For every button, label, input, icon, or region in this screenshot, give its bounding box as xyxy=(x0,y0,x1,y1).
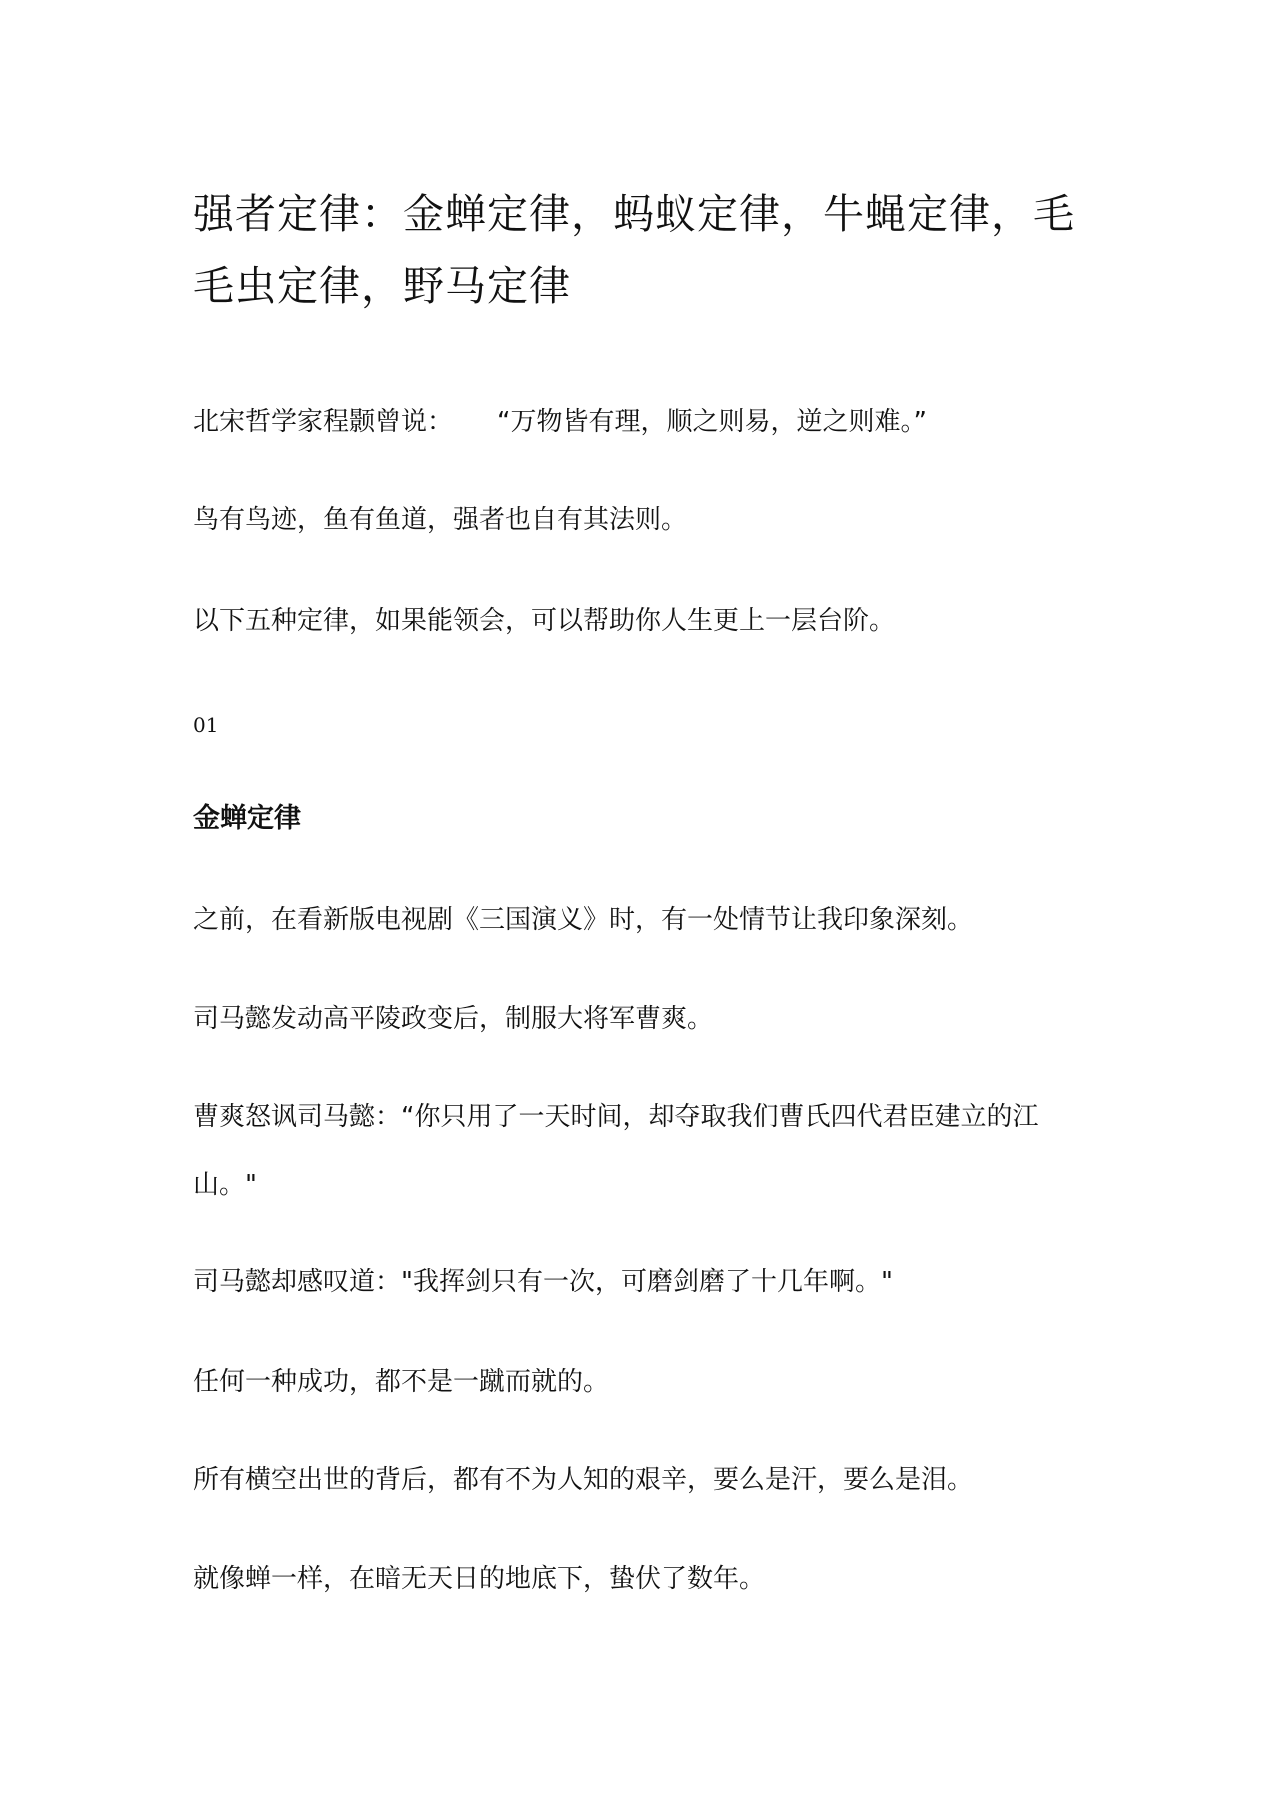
intro-paragraph-3: 以下五种定律，如果能领会，可以帮助你人生更上一层台阶。 xyxy=(193,606,896,636)
body-paragraph: 曹爽怒讽司马懿：“你只用了一天时间，却夺取我们曹氏四代君臣建立的江山。" xyxy=(193,1102,1039,1200)
section-heading: 金蝉定律 xyxy=(193,803,301,834)
section-number: 01 xyxy=(193,713,219,737)
intro-speaker: 北宋哲学家程颢曾说： xyxy=(193,407,454,437)
body-paragraph: 就像蝉一样，在暗无天日的地底下，蛰伏了数年。 xyxy=(193,1564,766,1594)
intro-quote: “万物皆有理，顺之则易，逆之则难。” xyxy=(497,407,927,437)
intro-paragraph-2: 鸟有鸟迹，鱼有鱼道，强者也自有其法则。 xyxy=(193,505,688,535)
intro-quote-line xyxy=(193,405,1093,439)
document-title: 强者定律：金蝉定律，蚂蚁定律，牛蝇定律，毛毛虫定律，野马定律 xyxy=(193,190,1075,310)
body-paragraph: 之前，在看新版电视剧《三国演义》时，有一处情节让我印象深刻。 xyxy=(193,905,974,935)
body-paragraph: 司马懿发动高平陵政变后，制服大将军曹爽。 xyxy=(193,1004,714,1034)
body-paragraph: 所有横空出世的背后，都有不为人知的艰辛，要么是汗，要么是泪。 xyxy=(193,1465,974,1495)
body-paragraph: 任何一种成功，都不是一蹴而就的。 xyxy=(193,1367,610,1397)
body-paragraph: 司马懿却感叹道："我挥剑只有一次，可磨剑磨了十几年啊。" xyxy=(193,1267,893,1297)
